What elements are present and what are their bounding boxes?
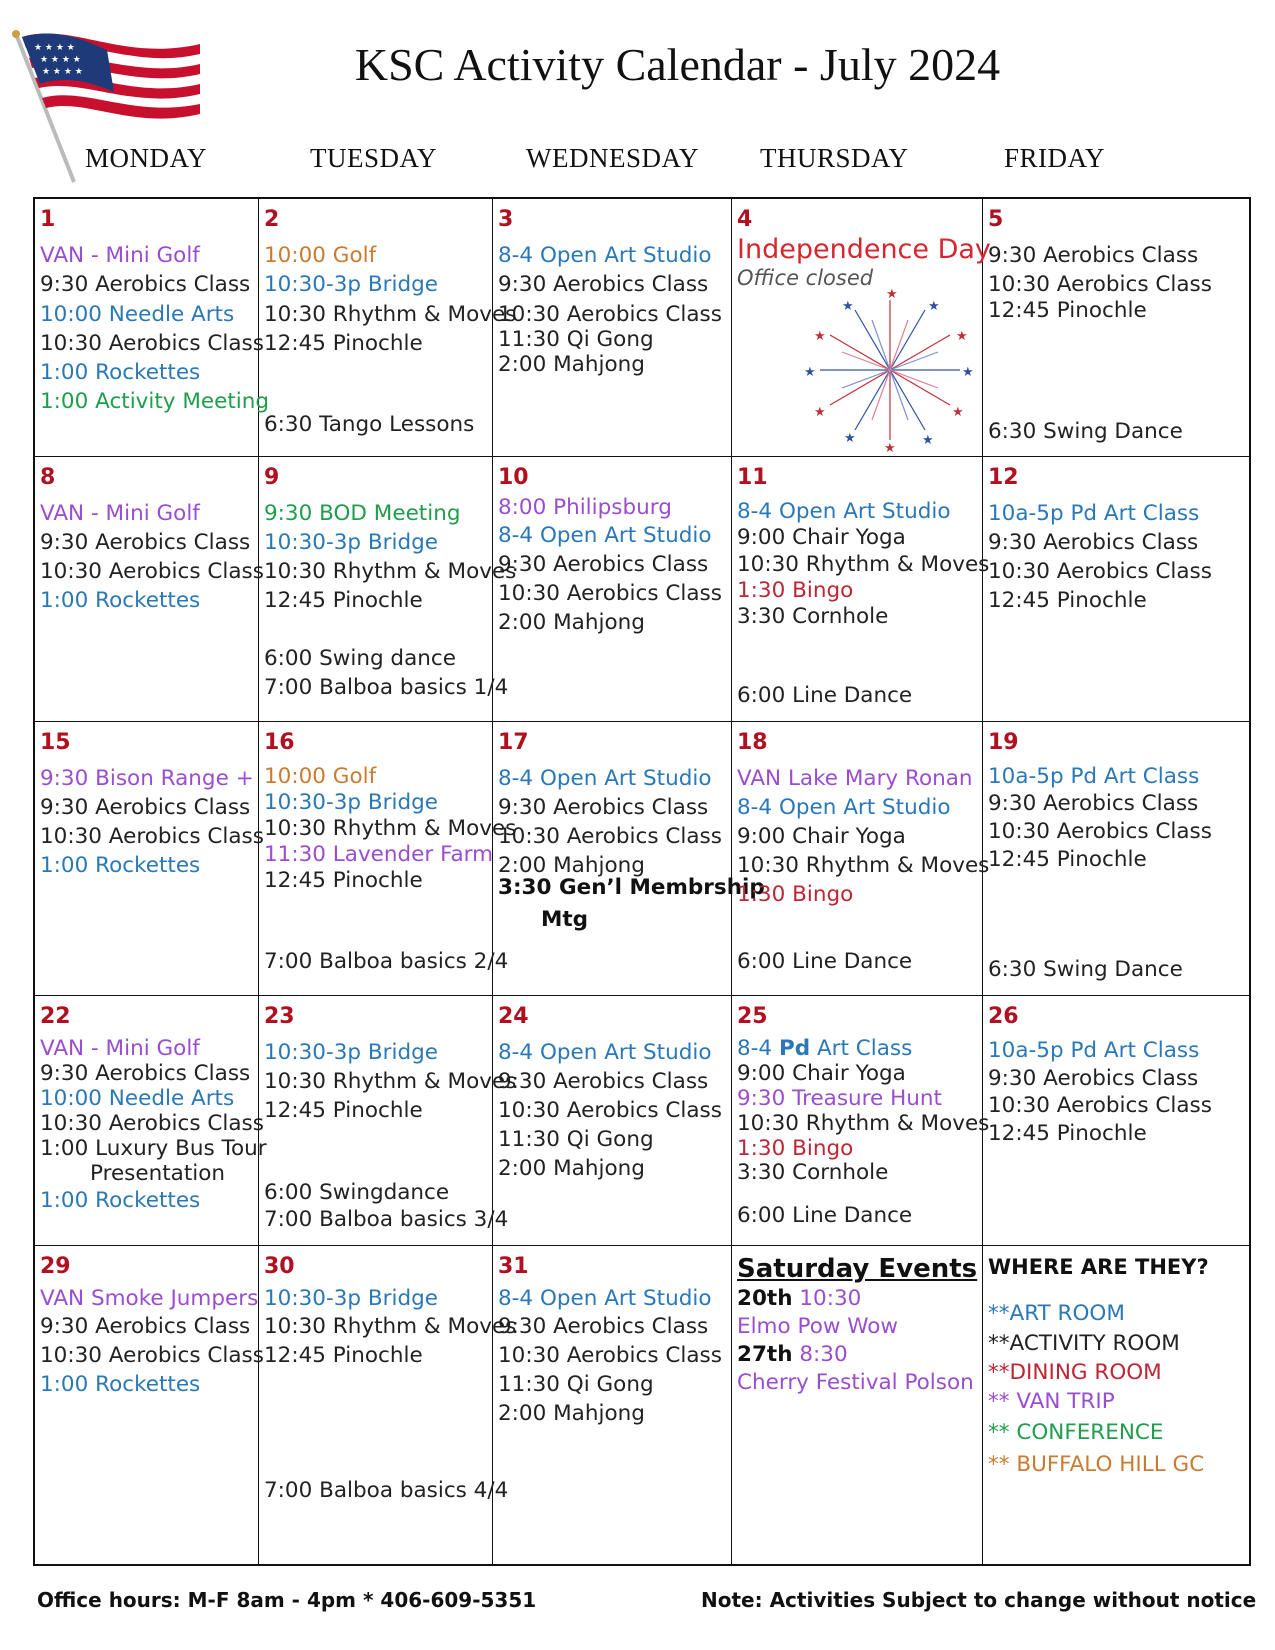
event-item: 1:00 Rockettes [40, 1372, 201, 1397]
event-item: 8-4 Open Art Studio [498, 243, 712, 268]
day-cell [732, 457, 990, 722]
event-item: 10:30 Aerobics Class [988, 819, 1212, 844]
legend-item: ** VAN TRIP [988, 1389, 1115, 1414]
legend-item: **ART ROOM [988, 1301, 1125, 1326]
day-header-friday: FRIDAY [1004, 143, 1106, 173]
svg-text:★: ★ [956, 329, 968, 344]
event-item: 6:00 Line Dance [737, 949, 913, 974]
date-number: 17 [498, 730, 529, 755]
date-number: 23 [264, 1004, 295, 1029]
svg-text:★: ★ [804, 365, 816, 380]
date-number: 16 [264, 730, 295, 755]
event-item: 9:30 Aerobics Class [498, 1069, 709, 1094]
legend-item: **DINING ROOM [988, 1360, 1162, 1385]
event-item: 10:30 Rhythm & Moves [264, 816, 517, 841]
event-item: 1:00 Luxury Bus Tour [40, 1136, 267, 1161]
svg-text:★ ★ ★ ★: ★ ★ ★ ★ [40, 55, 81, 65]
event-item: 7:00 Balboa basics 2/4 [264, 949, 509, 974]
event-item: 9:30 Treasure Hunt [737, 1086, 942, 1111]
event-item: 10a-5p Pd Art Class [988, 501, 1200, 526]
event-item: 7:00 Balboa basics 1/4 [264, 675, 509, 700]
date-number: 8 [40, 465, 56, 490]
day-cell [259, 996, 517, 1246]
day-cell [493, 457, 732, 722]
day-cell [493, 199, 732, 457]
event-item: 12:45 Pinochle [264, 1098, 423, 1123]
event-item: 10:30 Aerobics Class [988, 272, 1212, 297]
legend-item: ** CONFERENCE [988, 1420, 1164, 1445]
event-item: 6:30 Swing Dance [988, 957, 1183, 982]
day-cell [983, 457, 1251, 722]
event-item: 11:30 Qi Gong [498, 1127, 654, 1152]
event-item: 12:45 Pinochle [988, 298, 1147, 323]
date-number: 30 [264, 1254, 295, 1279]
event-item: 1:00 Activity Meeting [40, 389, 270, 414]
event-item: 7:00 Balboa basics 3/4 [264, 1207, 509, 1232]
day-header-wednesday: WEDNESDAY [526, 143, 699, 173]
legend-item: **ACTIVITY ROOM [988, 1331, 1180, 1356]
event-item: 9:30 Aerobics Class [988, 1066, 1199, 1091]
event-item: 10:30 Rhythm & Moves [264, 559, 517, 584]
event-item: 10:30 Aerobics Class [498, 1098, 722, 1123]
event-item: 1:00 Rockettes [40, 853, 201, 878]
event-item: 1:00 Rockettes [40, 588, 201, 613]
event-item: 9:30 Aerobics Class [498, 1314, 709, 1339]
change-notice: Note: Activities Subject to change without notice [701, 1588, 1257, 1612]
event-item: VAN Lake Mary Ronan [737, 766, 973, 791]
event-item: 1:30 Bingo [737, 882, 854, 907]
svg-text:★ ★ ★ ★: ★ ★ ★ ★ [42, 67, 83, 77]
event-item: 6:00 Swing dance [264, 646, 456, 671]
calendar-grid [33, 197, 1251, 1566]
event-item: VAN - Mini Golf [40, 243, 200, 268]
event-item: 8-4 Open Art Studio [737, 795, 951, 820]
day-cell [493, 1246, 732, 1564]
event-item: 9:30 Bison Range + [40, 766, 254, 791]
event-item: 9:30 Aerobics Class [988, 243, 1199, 268]
event-item: 2:00 Mahjong [498, 610, 645, 635]
event-item: 9:30 Aerobics Class [498, 272, 709, 297]
svg-text:★ ★ ★ ★: ★ ★ ★ ★ [34, 43, 75, 53]
event-item: 7:00 Balboa basics 4/4 [264, 1478, 509, 1503]
day-cell [35, 457, 264, 722]
date-number: 29 [40, 1254, 71, 1279]
date-number: 4 [737, 207, 753, 232]
event-item: 9:30 Aerobics Class [498, 795, 709, 820]
date-number: 24 [498, 1004, 529, 1029]
page-title: KSC Activity Calendar - July 2024 [354, 39, 1001, 90]
event-item: 8-4 Open Art Studio [498, 766, 712, 791]
event-item: Presentation [90, 1161, 226, 1186]
event-item: 10:30 Aerobics Class [40, 559, 264, 584]
day-cell [259, 457, 517, 722]
event-item: 11:30 Lavender Farm [264, 842, 494, 867]
event-item: 27th 8:30 [737, 1342, 848, 1367]
event-item: 2:00 Mahjong [498, 1401, 645, 1426]
svg-text:★: ★ [952, 405, 964, 420]
event-item: 10:30-3p Bridge [264, 790, 438, 815]
event-item: 6:00 Line Dance [737, 1203, 913, 1228]
svg-text:★: ★ [922, 433, 934, 448]
event-item: 10:30 Aerobics Class [40, 331, 264, 356]
svg-text:★: ★ [814, 329, 826, 344]
day-cell [983, 722, 1251, 996]
event-item: 10:30 Rhythm & Moves [737, 853, 990, 878]
saturday-events-cell [732, 1246, 983, 1564]
event-item: 6:30 Tango Lessons [264, 412, 475, 437]
event-item: 9:30 Aerobics Class [40, 1061, 251, 1086]
svg-text:★: ★ [884, 441, 896, 456]
event-item: Cherry Festival Polson [737, 1370, 974, 1395]
fireworks-icon [800, 285, 980, 455]
svg-text:★: ★ [886, 287, 898, 302]
day-cell [732, 722, 990, 996]
event-item: 10:30-3p Bridge [264, 530, 438, 555]
event-item: 12:45 Pinochle [264, 868, 423, 893]
svg-text:★: ★ [842, 299, 854, 314]
day-cell [35, 1246, 264, 1564]
event-item: 1:30 Bingo [737, 578, 854, 603]
event-item: 9:30 Aerobics Class [40, 530, 251, 555]
event-item: 12:45 Pinochle [988, 1121, 1147, 1146]
day-cell [983, 996, 1251, 1246]
day-cell [35, 996, 267, 1246]
day-cell [493, 996, 732, 1246]
event-item: 1:00 Rockettes [40, 360, 201, 385]
event-item: 9:30 Aerobics Class [988, 530, 1199, 555]
event-item: 10:30 Rhythm & Moves [264, 1314, 517, 1339]
event-item: 10:00 Needle Arts [40, 1086, 235, 1111]
day-header-monday: MONDAY [85, 143, 208, 173]
event-item: 10:00 Golf [264, 243, 377, 268]
date-number: 10 [498, 465, 529, 490]
svg-text:★: ★ [928, 299, 940, 314]
event-item: 6:00 Swingdance [264, 1180, 450, 1205]
legend-item: ** BUFFALO HILL GC [988, 1452, 1205, 1477]
event-item: 12:45 Pinochle [264, 331, 423, 356]
date-number: 15 [40, 730, 71, 755]
event-item: 3:30 Gen’l Membrship [498, 875, 765, 900]
event-item: 10:30 Aerobics Class [988, 1093, 1212, 1118]
event-item: Mtg [541, 907, 589, 932]
date-number: 22 [40, 1004, 71, 1029]
event-item: 1:30 Bingo [737, 1136, 854, 1161]
event-item: 6:30 Swing Dance [988, 419, 1183, 444]
event-item: 8-4 Open Art Studio [498, 1040, 712, 1065]
event-item: 12:45 Pinochle [988, 847, 1147, 872]
event-item: VAN - Mini Golf [40, 1036, 200, 1061]
event-item: 10:30 Aerobics Class [40, 824, 264, 849]
event-item: 10a-5p Pd Art Class [988, 1038, 1200, 1063]
event-item: 8-4 Pd Art Class [737, 1036, 913, 1061]
event-item: VAN - Mini Golf [40, 501, 200, 526]
svg-text:★: ★ [962, 365, 974, 380]
event-item: 10:30 Aerobics Class [40, 1111, 264, 1136]
day-cell [259, 199, 517, 457]
date-number: 12 [988, 465, 1019, 490]
legend-cell [983, 1246, 1251, 1564]
event-item: 8:00 Philipsburg [498, 495, 672, 520]
event-item: 10:30 Rhythm & Moves [737, 1111, 990, 1136]
event-item: 10:30 Rhythm & Moves [264, 302, 517, 327]
event-item: 2:00 Mahjong [498, 352, 645, 377]
event-item: 10:30 Aerobics Class [498, 1343, 722, 1368]
date-number: 26 [988, 1004, 1019, 1029]
event-item: 9:00 Chair Yoga [737, 525, 906, 550]
event-item: 12:45 Pinochle [988, 588, 1147, 613]
event-item: 10:30 Aerobics Class [498, 581, 722, 606]
event-item: 9:30 Aerobics Class [40, 272, 251, 297]
event-item: 9:30 Aerobics Class [40, 1314, 251, 1339]
event-item: 9:30 Aerobics Class [988, 791, 1199, 816]
saturday-events-title: Saturday Events [737, 1254, 978, 1284]
date-number: 1 [40, 207, 56, 232]
event-item: 10a-5p Pd Art Class [988, 764, 1200, 789]
event-item: 8-4 Open Art Studio [498, 523, 712, 548]
event-item: 10:00 Needle Arts [40, 302, 235, 327]
event-item: 11:30 Qi Gong [498, 327, 654, 352]
event-item: 10:30 Rhythm & Moves [264, 1069, 517, 1094]
event-item: 9:30 BOD Meeting [264, 501, 461, 526]
date-number: 25 [737, 1004, 768, 1029]
event-item: 10:30 Rhythm & Moves [737, 552, 990, 577]
office-hours: Office hours: M-F 8am - 4pm * 406-609-5351 [37, 1588, 537, 1612]
event-item: 8-4 Open Art Studio [737, 499, 951, 524]
svg-text:★: ★ [844, 431, 856, 446]
svg-text:★: ★ [814, 405, 826, 420]
event-item: 10:30-3p Bridge [264, 1286, 438, 1311]
event-item: 12:45 Pinochle [264, 588, 423, 613]
day-header-thursday: THURSDAY [760, 143, 909, 173]
event-item: 10:00 Golf [264, 764, 377, 789]
event-item: 9:00 Chair Yoga [737, 824, 906, 849]
event-item: VAN Smoke Jumpers [40, 1286, 259, 1311]
event-item: 10:30 Aerobics Class [498, 302, 722, 327]
event-item: 10:30 Aerobics Class [40, 1343, 264, 1368]
event-item: 10:30 Aerobics Class [498, 824, 722, 849]
day-header-tuesday: TUESDAY [310, 143, 438, 173]
day-cell [732, 996, 990, 1246]
event-item: 12:45 Pinochle [264, 1343, 423, 1368]
event-item: 2:00 Mahjong [498, 853, 645, 878]
event-item: 8-4 Open Art Studio [498, 1286, 712, 1311]
date-number: 3 [498, 207, 514, 232]
event-item: 20th 10:30 [737, 1286, 862, 1311]
date-number: 18 [737, 730, 768, 755]
date-number: 5 [988, 207, 1004, 232]
event-item: 9:30 Aerobics Class [498, 552, 709, 577]
event-item: 9:00 Chair Yoga [737, 1061, 906, 1086]
date-number: 19 [988, 730, 1019, 755]
holiday-title: Independence Day [737, 234, 991, 265]
event-item: 3:30 Cornhole [737, 1160, 889, 1185]
event-item: 11:30 Qi Gong [498, 1372, 654, 1397]
event-item: 10:30-3p Bridge [264, 1040, 438, 1065]
event-item: 9:30 Aerobics Class [40, 795, 251, 820]
event-item: Elmo Pow Wow [737, 1314, 898, 1339]
event-item: 10:30-3p Bridge [264, 272, 438, 297]
date-number: 11 [737, 465, 768, 490]
legend-title: WHERE ARE THEY? [988, 1255, 1209, 1279]
event-item: 6:00 Line Dance [737, 683, 913, 708]
event-item: 2:00 Mahjong [498, 1156, 645, 1181]
event-item: 10:30 Aerobics Class [988, 559, 1212, 584]
date-number: 2 [264, 207, 280, 232]
date-number: 31 [498, 1254, 529, 1279]
day-cell [35, 199, 270, 457]
office-closed-note: Office closed [737, 266, 874, 290]
day-cell [35, 722, 264, 996]
date-number: 9 [264, 465, 280, 490]
event-item: 3:30 Cornhole [737, 604, 889, 629]
event-item: 1:00 Rockettes [40, 1188, 201, 1213]
day-cell [983, 199, 1251, 457]
